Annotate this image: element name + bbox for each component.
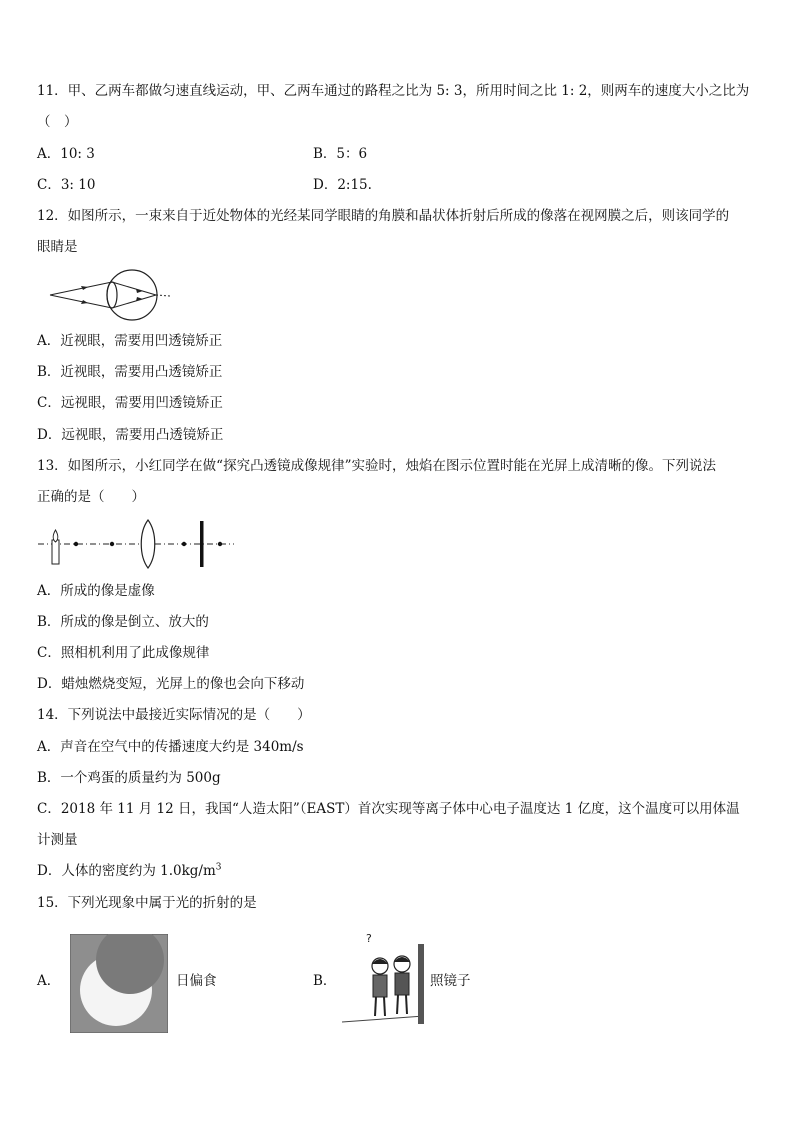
q14-option-d xyxy=(37,862,222,880)
q15-option-b-caption: 照镜子 xyxy=(430,973,471,989)
arrowhead-upper-out xyxy=(136,289,143,293)
light-screen xyxy=(200,521,204,567)
reflection-figure xyxy=(394,956,410,1014)
q11-option-d: D．2:15. xyxy=(313,177,372,193)
eye-diagram xyxy=(48,268,178,328)
q14-option-c-line1: C．2018 年 11 月 12 日，我国“人造太阳”（EAST）首次实现等离子体中心电子温度达 1 亿度，这个温度可以用体温 xyxy=(37,801,740,817)
candle xyxy=(52,540,59,564)
q13-stem-line2: 正确的是（ ） xyxy=(37,489,145,505)
q11-option-c: C．3: 10 xyxy=(37,177,96,193)
person-figure xyxy=(372,958,388,1016)
q12-option-d: D．远视眼，需要用凸透镜矫正 xyxy=(37,427,224,443)
q13-option-d: D．蜡烛燃烧变短，光屏上的像也会向下移动 xyxy=(37,676,305,692)
q14-option-d-superscript: 3 xyxy=(215,862,222,873)
ray-upper-in xyxy=(50,282,112,295)
q11-stem: 11．甲、乙两车都做匀速直线运动，甲、乙两车通过的路程之比为 5: 3，所用时间之比 1: 2，则两车的速度大小之比为 xyxy=(37,83,750,99)
q14-option-c-line2: 计测量 xyxy=(37,832,78,848)
candle-flame xyxy=(53,530,58,542)
eyeball-outline xyxy=(107,270,157,320)
lens-experiment-diagram xyxy=(38,518,238,570)
q12-option-c: C．远视眼，需要用凹透镜矫正 xyxy=(37,395,223,411)
q12-option-b: B．近视眼，需要用凸透镜矫正 xyxy=(37,364,223,380)
q12-option-a: A．近视眼，需要用凹透镜矫正 xyxy=(37,333,223,349)
arrowhead-lower xyxy=(81,300,88,304)
arrowhead-lower-out xyxy=(136,297,143,301)
q14-stem: 14．下列说法中最接近实际情况的是（ ） xyxy=(37,707,311,723)
q13-option-a: A．所成的像是虚像 xyxy=(37,583,155,599)
ray-lower-out xyxy=(112,295,156,308)
focal-point-f-left xyxy=(110,542,114,546)
focal-point-2f-left xyxy=(74,542,78,546)
mirror xyxy=(418,944,424,1024)
q15-option-a-letter: A． xyxy=(37,973,61,989)
q12-stem-line2: 眼睛是 xyxy=(37,239,78,255)
mirror-reflection-image xyxy=(338,930,428,1030)
q11-option-b: B．5：6 xyxy=(313,146,368,162)
q14-option-d-text: D．人体的密度约为 1.0kg/m xyxy=(37,863,216,879)
q11-option-a: A．10: 3 xyxy=(37,146,95,162)
floor-line xyxy=(342,1016,424,1022)
q15-option-a-caption: 日偏食 xyxy=(176,973,217,989)
q13-option-b: B．所成的像是倒立、放大的 xyxy=(37,614,209,630)
focal-point-f-right xyxy=(182,542,186,546)
ray-extension xyxy=(156,295,170,296)
q13-option-c: C．照相机利用了此成像规律 xyxy=(37,645,210,661)
partial-solar-eclipse-image xyxy=(70,934,168,1033)
arrowhead-upper xyxy=(81,286,88,290)
question-mark-icon: ? xyxy=(366,932,372,945)
q12-stem-line1: 12．如图所示，一束来自于近处物体的光经某同学眼睛的角膜和晶状体折射后所成的像落在视网膜之后，则该同学的 xyxy=(37,208,730,224)
focal-point-2f-right xyxy=(218,542,222,546)
q11-answer-paren: （ ） xyxy=(37,114,78,130)
convex-lens xyxy=(141,520,155,568)
q14-option-b: B．一个鸡蛋的质量约为 500g xyxy=(37,770,221,786)
q13-stem-line1: 13．如图所示，小红同学在做“探究凸透镜成像规律”实验时，烛焰在图示位置时能在光屏上成清晰的像。下列说法 xyxy=(37,458,716,474)
crystalline-lens xyxy=(107,282,117,308)
q14-option-a: A．声音在空气中的传播速度大约是 340m/s xyxy=(37,739,304,755)
q15-stem: 15．下列光现象中属于光的折射的是 xyxy=(37,895,257,911)
ray-lower-in xyxy=(50,295,112,308)
ray-upper-out xyxy=(112,282,156,295)
q15-option-b-letter: B． xyxy=(313,973,337,989)
